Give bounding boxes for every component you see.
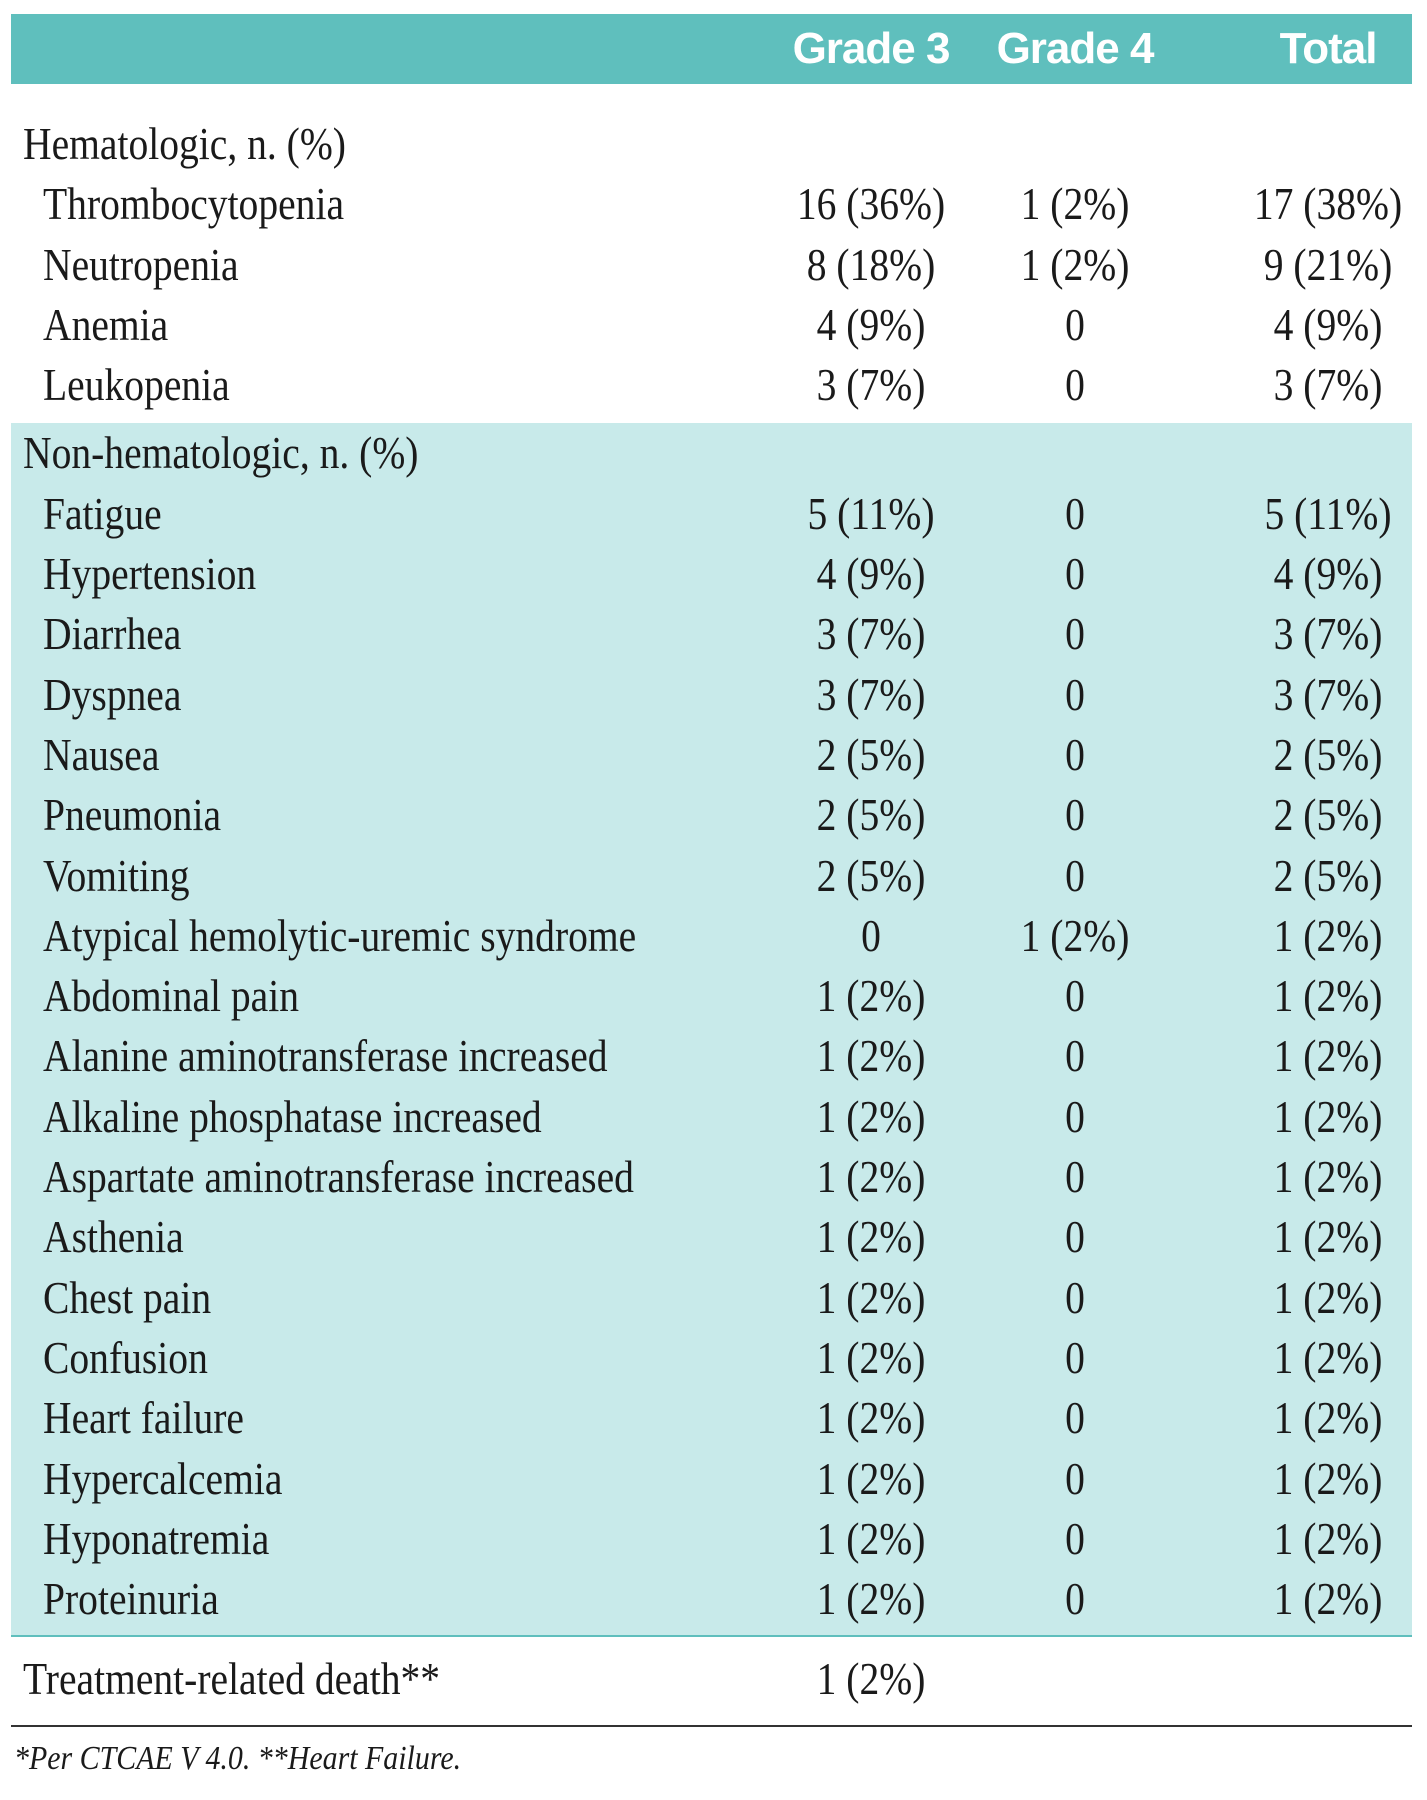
table-row (11, 235, 1412, 295)
cell-grade3: 5 (11%) (807, 487, 935, 539)
row-label: Anemia (43, 298, 169, 350)
non-hematologic-section (11, 423, 1412, 1637)
cell-grade4: 0 (1065, 298, 1085, 350)
row-label: Pneumonia (43, 789, 222, 841)
cell-grade3: 3 (7%) (816, 359, 926, 411)
row-label: Leukopenia (43, 359, 230, 411)
cell-grade3: 2 (5%) (816, 789, 926, 841)
cell-grade3: 3 (7%) (816, 668, 926, 720)
row-label: Asthenia (43, 1211, 184, 1263)
cell-grade3: 4 (9%) (816, 298, 926, 350)
cell-grade3: 2 (5%) (816, 849, 926, 901)
table-row (11, 1388, 1412, 1448)
cell-grade4: 0 (1065, 1211, 1085, 1263)
cell-grade4: 0 (1065, 359, 1085, 411)
cell-grade4: 0 (1065, 1392, 1085, 1444)
cell-total: 4 (9%) (1273, 548, 1383, 600)
cell-grade3: 1 (2%) (816, 1653, 926, 1705)
table-row (11, 1509, 1412, 1569)
table-row (11, 725, 1412, 785)
row-label: Diarrhea (43, 608, 182, 660)
cell-total: 1 (2%) (1273, 1151, 1383, 1203)
row-label: Hypercalcemia (43, 1452, 283, 1504)
cell-grade3: 3 (7%) (816, 608, 926, 660)
cell-grade4: 0 (1065, 668, 1085, 720)
cell-grade4: 0 (1065, 548, 1085, 600)
cell-total: 3 (7%) (1273, 668, 1383, 720)
section-title-row (11, 114, 1412, 174)
table-row (11, 604, 1412, 664)
table-row (11, 1268, 1412, 1328)
cell-grade4: 0 (1065, 1151, 1085, 1203)
table-row (11, 966, 1412, 1026)
cell-grade3: 1 (2%) (816, 1030, 926, 1082)
cell-total: 1 (2%) (1273, 1452, 1383, 1504)
cell-grade4: 0 (1065, 1271, 1085, 1323)
cell-grade3: 1 (2%) (816, 970, 926, 1022)
cell-grade3: 8 (18%) (806, 238, 936, 290)
table-row (11, 1449, 1412, 1509)
cell-grade4: 0 (1065, 487, 1085, 539)
table-footnote: *Per CTCAE V 4.0. **Heart Failure. (14, 1740, 462, 1777)
cell-total: 9 (21%) (1263, 238, 1393, 290)
row-label: Hyponatremia (43, 1512, 270, 1564)
table-row (11, 484, 1412, 544)
cell-grade3: 1 (2%) (816, 1211, 926, 1263)
table-row (11, 1026, 1412, 1086)
row-label: Chest pain (43, 1271, 212, 1323)
cell-grade3: 1 (2%) (816, 1151, 926, 1203)
cell-total: 3 (7%) (1273, 359, 1383, 411)
row-label: Neutropenia (43, 238, 239, 290)
cell-grade4: 0 (1065, 849, 1085, 901)
table-row (11, 1207, 1412, 1267)
cell-total: 1 (2%) (1273, 1030, 1383, 1082)
row-label: Alkaline phosphatase increased (43, 1090, 542, 1142)
cell-total: 1 (2%) (1273, 1271, 1383, 1323)
row-label: Fatigue (43, 487, 162, 539)
cell-grade4: 1 (2%) (1020, 238, 1130, 290)
table-row (11, 906, 1412, 966)
cell-total: 1 (2%) (1273, 1090, 1383, 1142)
header-grade4: Grade 4 (996, 24, 1154, 73)
table-row (11, 1087, 1412, 1147)
cell-total: 5 (11%) (1264, 487, 1392, 539)
adverse-events-table (11, 14, 1412, 1727)
row-label: Alanine aminotransferase increased (43, 1030, 608, 1082)
cell-grade4: 0 (1065, 1090, 1085, 1142)
cell-grade3: 1 (2%) (816, 1090, 926, 1142)
cell-total: 1 (2%) (1273, 1331, 1383, 1383)
table-row (11, 846, 1412, 906)
cell-grade4: 1 (2%) (1020, 909, 1130, 961)
section-title-row (11, 423, 1412, 483)
row-label: Atypical hemolytic-uremic syndrome (43, 909, 637, 961)
row-label: Proteinuria (43, 1573, 219, 1625)
cell-total: 2 (5%) (1273, 789, 1383, 841)
cell-grade3: 2 (5%) (816, 728, 926, 780)
cell-grade4: 0 (1065, 970, 1085, 1022)
table-row (11, 174, 1412, 234)
cell-total: 1 (2%) (1273, 1211, 1383, 1263)
table-row (11, 785, 1412, 845)
table-row (11, 665, 1412, 725)
header-grade3: Grade 3 (792, 24, 950, 73)
cell-grade3: 4 (9%) (816, 548, 926, 600)
table-row (11, 355, 1412, 415)
cell-grade4: 0 (1065, 608, 1085, 660)
cell-grade4: 0 (1065, 1452, 1085, 1504)
cell-total: 1 (2%) (1273, 1512, 1383, 1564)
section-title: Hematologic, n. (%) (23, 118, 346, 169)
table-row (11, 295, 1412, 355)
cell-grade4: 0 (1065, 1030, 1085, 1082)
cell-total: 2 (5%) (1273, 728, 1383, 780)
cell-grade3: 1 (2%) (816, 1573, 926, 1625)
cell-total: 3 (7%) (1273, 608, 1383, 660)
cell-grade4: 0 (1065, 1573, 1085, 1625)
row-label: Vomiting (43, 849, 190, 901)
table-row (11, 1328, 1412, 1388)
row-label: Treatment-related death** (23, 1653, 441, 1705)
cell-grade3: 0 (861, 909, 881, 961)
hematologic-section (11, 84, 1412, 423)
cell-total: 1 (2%) (1273, 1392, 1383, 1444)
cell-total: 1 (2%) (1273, 909, 1383, 961)
cell-total: 4 (9%) (1273, 298, 1383, 350)
cell-grade3: 16 (36%) (796, 178, 946, 230)
row-label: Heart failure (43, 1392, 244, 1444)
header-total: Total (1279, 24, 1377, 73)
cell-grade3: 1 (2%) (816, 1452, 926, 1504)
row-label: Abdominal pain (43, 970, 300, 1022)
table-row (11, 1569, 1412, 1629)
row-label: Dyspnea (43, 668, 182, 720)
row-label: Confusion (43, 1331, 208, 1383)
cell-total: 2 (5%) (1273, 849, 1383, 901)
cell-grade3: 1 (2%) (816, 1271, 926, 1323)
cell-grade3: 1 (2%) (816, 1512, 926, 1564)
cell-total: 17 (38%) (1253, 178, 1403, 230)
cell-grade4: 0 (1065, 1512, 1085, 1564)
row-label: Thrombocytopenia (43, 178, 345, 230)
table-row (11, 544, 1412, 604)
row-label: Aspartate aminotransferase increased (43, 1151, 634, 1203)
row-label: Nausea (43, 728, 160, 780)
cell-grade4: 0 (1065, 789, 1085, 841)
table-row (11, 1147, 1412, 1207)
cell-grade4: 0 (1065, 728, 1085, 780)
table-header (11, 14, 1412, 84)
cell-grade4: 1 (2%) (1020, 178, 1130, 230)
cell-grade3: 1 (2%) (816, 1392, 926, 1444)
row-label: Hypertension (43, 548, 257, 600)
cell-total: 1 (2%) (1273, 1573, 1383, 1625)
cell-grade3: 1 (2%) (816, 1331, 926, 1383)
section-title: Non-hematologic, n. (%) (23, 427, 419, 479)
cell-total: 1 (2%) (1273, 970, 1383, 1022)
cell-grade4: 0 (1065, 1331, 1085, 1383)
treatment-death-row (11, 1637, 1412, 1727)
